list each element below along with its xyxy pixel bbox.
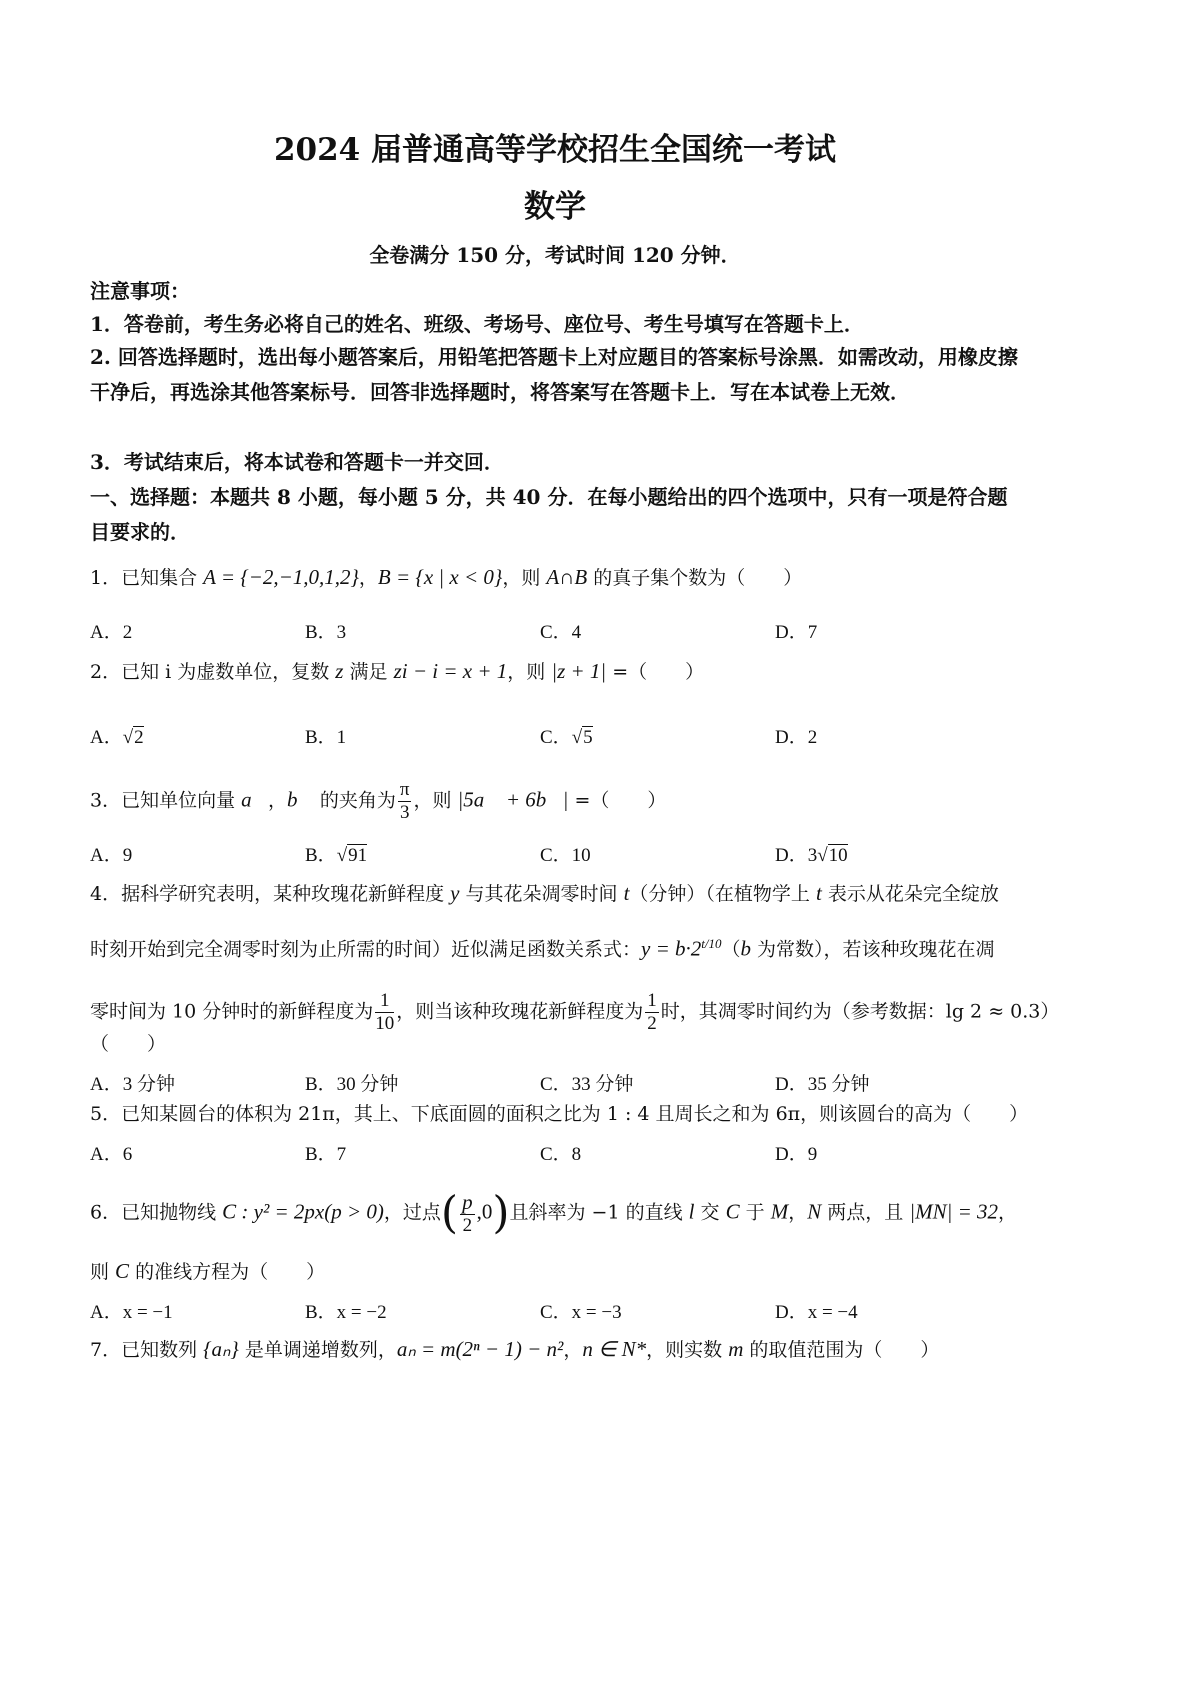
q4-option-d: D．35 分钟 bbox=[775, 1074, 870, 1095]
question-6-line-2: 则 C 的准线方程为（ ） bbox=[90, 1259, 326, 1283]
question-4-line-2: 时刻开始到完全凋零时刻为止所需的时间）近似满足函数关系式：$y = b\cdot 2^{t/10}(b$ 为常数），若该种玫瑰花在凋 bbox=[90, 936, 995, 961]
q2-var: z bbox=[335, 659, 344, 683]
q4-option-c: C．33 分钟 bbox=[540, 1074, 634, 1095]
question-4-line-3: 零时间为 10 分钟时的新鲜程度为 $\frac{1}{10}$ ，则当该种玫瑰花新鲜程度为 $\frac{1}{2}$ 时，其凋零时间约为（参考数据：lg 2 ≈ 0.3） bbox=[90, 990, 1060, 1034]
q1-option-c: C．4 bbox=[540, 622, 582, 643]
q4-option-b: B．30 分钟 bbox=[305, 1074, 399, 1095]
q2-option-d: D．2 bbox=[775, 727, 818, 748]
q1-text: ，则 bbox=[502, 567, 547, 589]
q3-text: =（ ） bbox=[568, 789, 667, 812]
question-2 bbox=[90, 661, 704, 682]
q1-text: 1．已知集合 bbox=[90, 567, 204, 589]
q3-option-d: D．3√10 bbox=[775, 845, 848, 866]
q5-option-b: B．7 bbox=[305, 1144, 347, 1165]
question-6: 6．已知抛物线 C : y² = 2px(p > 0)，过点( $\frac{p}{2}$ ,0)且斜率为 −1 的直线 l 交 C 于 M，N 两点，且 |MN| = 32， bbox=[90, 1187, 1018, 1239]
q4-fraction-1-10: $\frac{1}{10}$ bbox=[375, 990, 395, 1034]
q2-text: =（ ） bbox=[606, 661, 705, 683]
q4-exponent: t/10 bbox=[701, 936, 722, 951]
q3-option-c: C．10 bbox=[540, 845, 591, 866]
q4-option-a: A．3 分钟 bbox=[90, 1074, 175, 1095]
q7-formula: aₙ = m(2ⁿ − 1) − n² bbox=[396, 1337, 564, 1361]
q5-option-a: A．6 bbox=[90, 1144, 133, 1165]
notice-heading: 注意事项： bbox=[90, 279, 190, 303]
subject-title: 数学 bbox=[524, 189, 586, 225]
q2-equation: zi − i = x + 1 bbox=[393, 659, 508, 683]
question-7: 7．已知数列 {aₙ} 是单调递增数列，aₙ = m(2ⁿ − 1) − n²，n ∈ N*，则实数 m 的取值范围为（ ） bbox=[90, 1337, 940, 1361]
q3-option-a: A．9 bbox=[90, 845, 133, 866]
q1-text: ， bbox=[358, 567, 378, 589]
q2-option-c: C．√5 bbox=[540, 727, 593, 748]
q2-text: 满足 bbox=[343, 661, 394, 683]
q4-answer-blank: （ ） bbox=[90, 1033, 167, 1055]
q1-option-b: B．3 bbox=[305, 622, 347, 643]
q1-option-d: D．7 bbox=[775, 622, 818, 643]
q1-text: 的真子集个数为（ ） bbox=[587, 567, 803, 589]
q3-text: 3．已知单位向量 bbox=[90, 789, 242, 812]
q1-set-b: B = {x | x < 0} bbox=[377, 565, 503, 589]
q5-option-d: D．9 bbox=[775, 1144, 818, 1165]
q6-parabola: C : y² = 2px(p > 0) bbox=[222, 1199, 384, 1224]
exam-info: 全卷满分 150 分，考试时间 120 分钟． bbox=[369, 243, 741, 267]
section-heading: 一、选择题：本题共 8 小题，每小题 5 分，共 40 分．在每小题给出的四个选项中，只有一项是符合题目要求的． bbox=[90, 485, 1008, 544]
q2-text: 2．已知 i 为虚数单位，复数 bbox=[90, 661, 336, 683]
q6-point-fraction: $\frac{p}{2}$ bbox=[462, 1190, 473, 1237]
q3-vector-b: b⃗ bbox=[287, 787, 314, 812]
notice-item-3: 3．考试结束后，将本试卷和答题卡一并交回． bbox=[90, 450, 504, 474]
notice-item-2: 2. 回答选择题时，选出每小题答案后，用铅笔把答题卡上对应题目的答案标号涂黑．如需改动，用橡皮擦干净后，再选涂其他答案标号．回答非选择题时，将答案写在答题卡上．写在本试卷上无效． bbox=[90, 345, 1018, 404]
q3-text: 的夹角为 bbox=[313, 789, 396, 812]
q6-option-a: A．x = −1 bbox=[90, 1302, 173, 1323]
q2-option-b: B．1 bbox=[305, 727, 347, 748]
q3-text: ，则 bbox=[413, 789, 458, 812]
q6-option-b: B．x = −2 bbox=[305, 1302, 387, 1323]
q6-option-d: D．x = −4 bbox=[775, 1302, 858, 1323]
q5-option-c: C．8 bbox=[540, 1144, 582, 1165]
q4-fraction-1-2: $\frac{1}{2}$ bbox=[647, 990, 657, 1034]
q6-option-c: C．x = −3 bbox=[540, 1302, 622, 1323]
question-4-line-1: 4．据科学研究表明，某种玫瑰花新鲜程度 y 与其花朵凋零时间 t（分钟）（在植物学上 t 表示从花朵完全绽放 bbox=[90, 881, 999, 905]
q7-sequence: {aₙ} bbox=[203, 1337, 239, 1361]
q4-formula: y = b·2 bbox=[641, 936, 702, 961]
q3-option-b: B．√91 bbox=[305, 845, 368, 866]
q7-domain: n ∈ N* bbox=[582, 1337, 647, 1361]
q2-modulus: |z + 1| bbox=[551, 659, 607, 683]
q2-option-a: A．√2 bbox=[90, 727, 144, 748]
q3-vector-a: a⃗ bbox=[241, 787, 268, 812]
q2-text: ，则 bbox=[507, 661, 552, 683]
question-1 bbox=[90, 567, 802, 588]
exam-title: 2024 届普通高等学校招生全国统一考试 bbox=[273, 132, 837, 168]
q3-text: ， bbox=[267, 789, 287, 812]
q1-intersection: A∩B bbox=[546, 565, 588, 589]
notice-item-1: 1．答卷前，考生务必将自己的姓名、班级、考场号、座位号、考生号填写在答题卡上． bbox=[90, 312, 864, 336]
question-5: 5．已知某圆台的体积为 21π，其上、下底面圆的面积之比为 1 : 4 且周长之和为 6π，则该圆台的高为（ ） bbox=[90, 1103, 1029, 1125]
question-3 bbox=[90, 779, 666, 824]
q1-set-a: A = {−2,−1,0,1,2} bbox=[203, 565, 359, 589]
q3-expression: |5a⃗ + 6b⃗| bbox=[457, 787, 569, 812]
q1-option-a: A．2 bbox=[90, 622, 133, 643]
q3-angle-fraction: $\frac{\pi}{3}$ bbox=[399, 779, 410, 823]
